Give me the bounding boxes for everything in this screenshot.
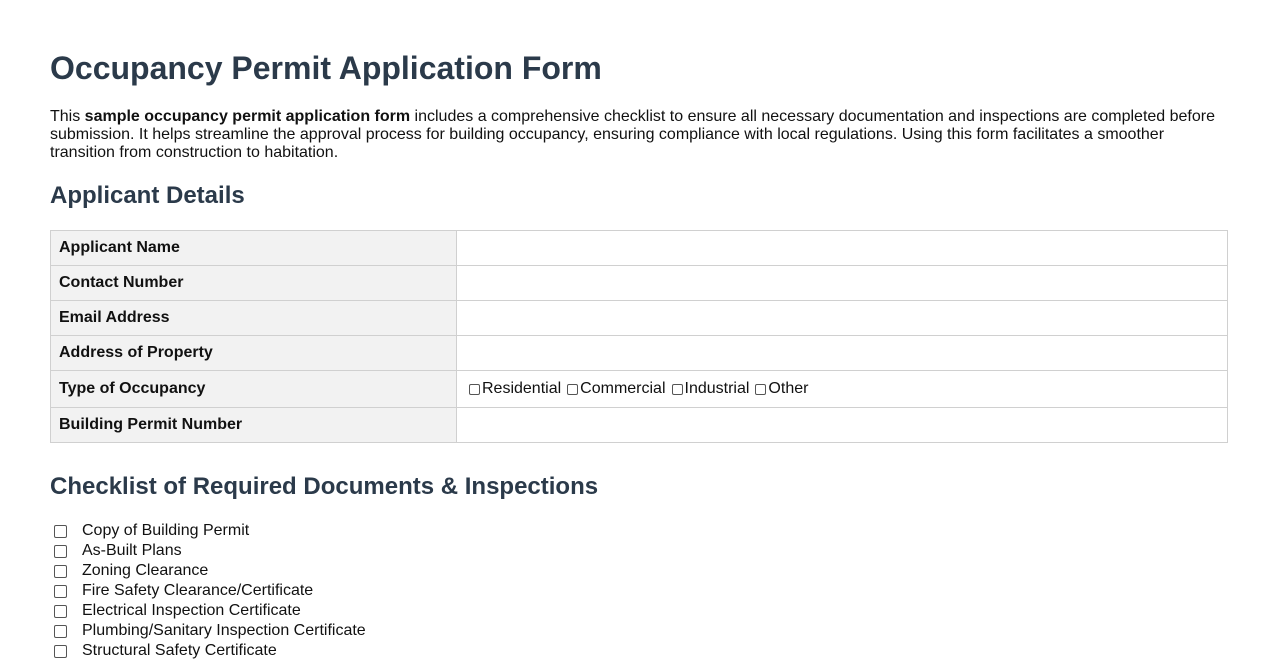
other-checkbox[interactable] — [755, 384, 766, 395]
building-permit-number-label: Building Permit Number — [51, 408, 457, 443]
table-row — [51, 231, 1228, 266]
list-item — [54, 581, 366, 601]
table-row — [51, 266, 1228, 301]
applicant-details-heading: Applicant Details — [50, 182, 245, 209]
list-item-label: Copy of Building Permit — [82, 522, 250, 539]
table-row — [51, 301, 1228, 336]
building-permit-number-field[interactable] — [457, 408, 1228, 443]
intro-text-bold: sample occupancy permit application form — [84, 108, 411, 125]
occupancy-option-industrial[interactable] — [672, 380, 750, 398]
occupancy-options — [465, 380, 1219, 398]
residential-label: Residential — [482, 380, 562, 397]
other-label: Other — [768, 380, 809, 397]
applicant-name-label: Applicant Name — [51, 231, 457, 266]
list-item-label: Electrical Inspection Certificate — [82, 602, 301, 619]
contact-number-field[interactable] — [457, 266, 1228, 301]
residential-checkbox[interactable] — [469, 384, 480, 395]
plumbing-inspection-checkbox[interactable] — [54, 625, 67, 638]
occupancy-option-residential[interactable] — [469, 380, 561, 398]
table-row — [51, 336, 1228, 371]
list-item — [54, 561, 366, 581]
list-item — [54, 521, 366, 541]
zoning-clearance-checkbox[interactable] — [54, 565, 67, 578]
occupancy-option-other[interactable] — [755, 380, 808, 398]
table-row — [51, 371, 1228, 408]
intro-text-end: includes a comprehensive checklist to ensure all necessary documentation and inspections are completed before submission. It helps streamline the approval process for building occupancy, ensuring compliance with local regulations. Using this form facilitates a smoother transition from construction to habitation. — [50, 108, 1215, 161]
intro-paragraph — [50, 108, 1228, 162]
building-permit-copy-checkbox[interactable] — [54, 525, 67, 538]
property-address-label: Address of Property — [51, 336, 457, 371]
commercial-checkbox[interactable] — [567, 384, 578, 395]
list-item-label: Plumbing/Sanitary Inspection Certificate — [82, 622, 366, 639]
occupancy-option-commercial[interactable] — [567, 380, 665, 398]
applicant-details-table — [50, 230, 1228, 443]
list-item-label: Fire Safety Clearance/Certificate — [82, 582, 314, 599]
industrial-label: Industrial — [684, 380, 750, 397]
checklist-heading: Checklist of Required Documents & Inspections — [50, 473, 599, 500]
contact-number-label: Contact Number — [51, 266, 457, 301]
intro-text-start: This — [50, 108, 85, 125]
table-row — [51, 408, 1228, 443]
email-address-label: Email Address — [51, 301, 457, 336]
list-item-label: As-Built Plans — [82, 542, 182, 559]
property-address-field[interactable] — [457, 336, 1228, 371]
applicant-name-field[interactable] — [457, 231, 1228, 266]
list-item-label: Structural Safety Certificate — [82, 642, 277, 659]
as-built-plans-checkbox[interactable] — [54, 545, 67, 558]
fire-safety-checkbox[interactable] — [54, 585, 67, 598]
commercial-label: Commercial — [580, 380, 666, 397]
structural-safety-checkbox[interactable] — [54, 645, 67, 658]
occupancy-type-label: Type of Occupancy — [51, 371, 457, 408]
electrical-inspection-checkbox[interactable] — [54, 605, 67, 618]
list-item-label: Zoning Clearance — [82, 562, 209, 579]
list-item — [54, 601, 366, 621]
occupancy-type-field — [457, 371, 1228, 408]
page-title: Occupancy Permit Application Form — [50, 50, 602, 86]
list-item — [54, 621, 366, 641]
list-item — [54, 641, 366, 661]
email-address-field[interactable] — [457, 301, 1228, 336]
industrial-checkbox[interactable] — [672, 384, 683, 395]
list-item — [54, 541, 366, 561]
checklist — [54, 521, 366, 661]
